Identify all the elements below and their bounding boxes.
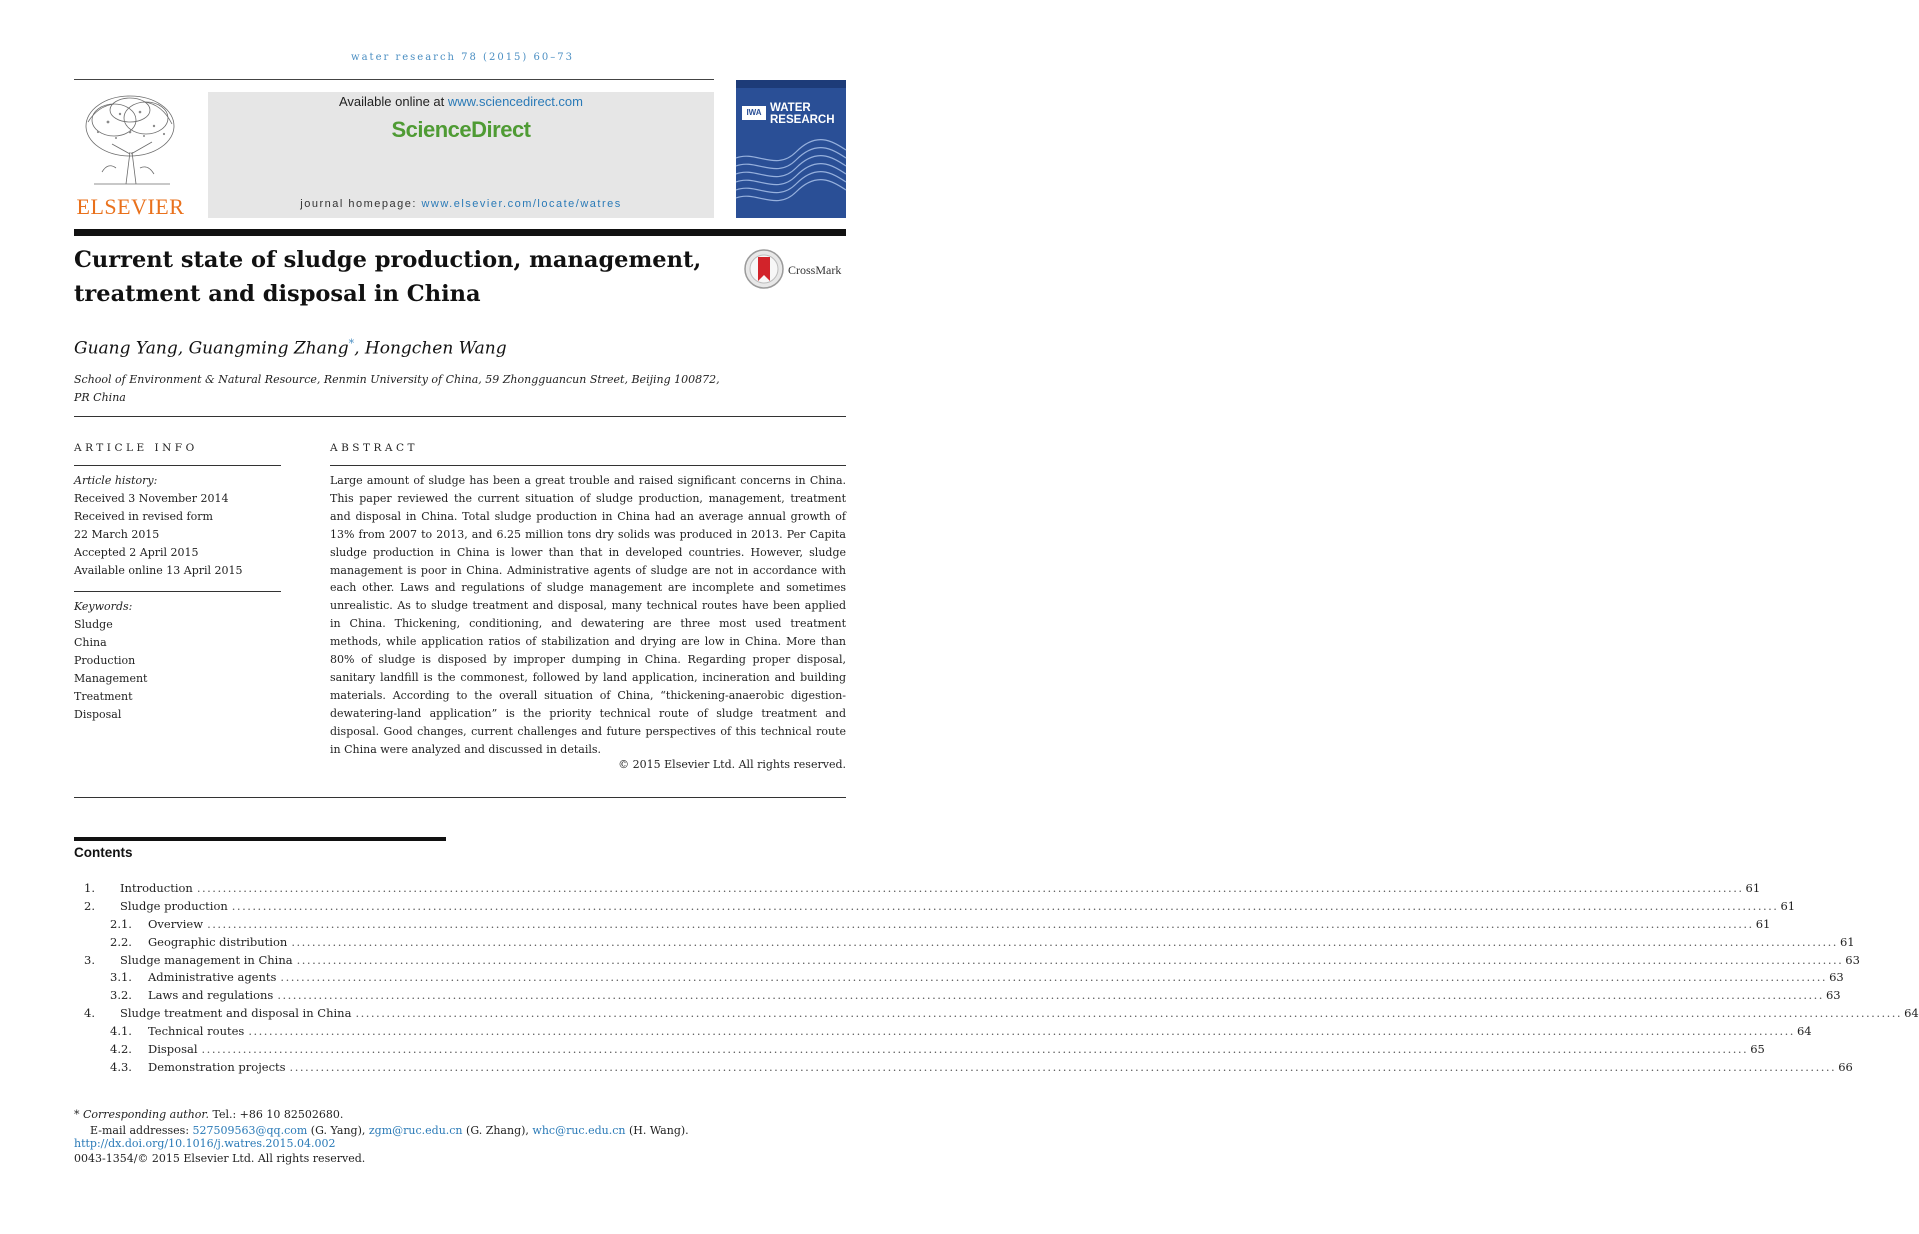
email-link-yang[interactable]: 527509563@qq.com bbox=[192, 1124, 308, 1137]
available-prefix: Available online at bbox=[338, 94, 448, 109]
affiliation: School of Environment & Natural Resource, Renmin University of China, 59 Zhongguancun Street, Beijing 100872, PR China bbox=[74, 373, 720, 404]
cover-title-line2: RESEARCH bbox=[770, 114, 835, 126]
history-received: Received 3 November 2014 bbox=[74, 492, 229, 505]
email-label: E-mail addresses: bbox=[90, 1124, 193, 1137]
history-online: Available online 13 April 2015 bbox=[74, 564, 243, 577]
toc-row[interactable] bbox=[74, 1023, 1812, 1041]
toc-leader: ............................................................................................................................................................................................................................................................................................................ bbox=[248, 1024, 1795, 1039]
history-accepted: Accepted 2 April 2015 bbox=[74, 546, 199, 559]
toc-page-number: 61 bbox=[1745, 881, 1761, 895]
toc-leader: ............................................................................................................................................................................................................................................................................................................ bbox=[355, 1006, 1903, 1021]
toc-number: 3.2. bbox=[110, 988, 132, 1003]
sciencedirect-logo[interactable]: ScienceDirect bbox=[391, 117, 531, 142]
email-who: (G. Yang), bbox=[307, 1124, 369, 1137]
toc-label: Geographic distribution bbox=[148, 934, 288, 949]
toc-label: Sludge management in China bbox=[120, 952, 293, 967]
contents-title: Contents bbox=[74, 845, 133, 860]
toc-number: 4.2. bbox=[110, 1042, 132, 1057]
toc-number: 3.1. bbox=[110, 970, 132, 985]
keyword-item: Production bbox=[74, 654, 136, 667]
abstract-copyright: © 2015 Elsevier Ltd. All rights reserved. bbox=[618, 758, 846, 771]
toc-page-number: 65 bbox=[1750, 1042, 1765, 1057]
toc-number: 2. bbox=[84, 898, 95, 913]
toc-label: Sludge treatment and disposal in China bbox=[120, 1006, 352, 1021]
article-info-rule bbox=[74, 465, 281, 466]
corresponding-label: Corresponding author. bbox=[83, 1108, 209, 1121]
abstract-heading: ABSTRACT bbox=[330, 442, 419, 454]
toc-leader: ............................................................................................................................................................................................................................................................................................................ bbox=[291, 934, 1838, 949]
issn-copyright: 0043-1354/© 2015 Elsevier Ltd. All rights reserved. bbox=[74, 1152, 366, 1165]
toc-page-number: 61 bbox=[1755, 916, 1771, 931]
toc-number: 2.2. bbox=[110, 934, 132, 949]
toc-page-number: 63 bbox=[1845, 952, 1860, 967]
toc-row[interactable] bbox=[74, 880, 1761, 898]
toc-leader: ............................................................................................................................................................................................................................................................................................................ bbox=[280, 970, 1828, 985]
elsevier-logo[interactable] bbox=[74, 92, 187, 220]
toc-leader: ............................................................................................................................................................................................................................................................................................................ bbox=[196, 881, 1744, 895]
toc-row[interactable] bbox=[74, 934, 1855, 952]
toc-label: Disposal bbox=[148, 1042, 198, 1057]
keywords bbox=[74, 598, 281, 724]
crossmark-icon bbox=[743, 248, 785, 290]
toc-leader: ............................................................................................................................................................................................................................................................................................................ bbox=[277, 988, 1824, 1003]
authors-last: , Hongchen Wang bbox=[354, 338, 507, 359]
toc-page-number: 61 bbox=[1839, 934, 1855, 949]
toc-label: Sludge production bbox=[120, 898, 228, 913]
toc-leader: ............................................................................................................................................................................................................................................................................................................ bbox=[289, 1059, 1837, 1074]
toc-label: Overview bbox=[148, 916, 204, 931]
corresponding-author-mark[interactable]: * bbox=[348, 337, 355, 350]
keyword-item: China bbox=[74, 636, 107, 649]
toc-page-number: 61 bbox=[1780, 898, 1796, 913]
toc-page-number: 66 bbox=[1838, 1059, 1853, 1074]
footnote-mark: * bbox=[74, 1108, 80, 1121]
toc-number: 1. bbox=[84, 881, 95, 895]
keyword-item: Sludge bbox=[74, 618, 113, 631]
sciencedirect-link[interactable]: www.sciencedirect.com bbox=[447, 94, 583, 109]
toc-leader: ............................................................................................................................................................................................................................................................................................................ bbox=[231, 898, 1779, 913]
toc-row[interactable] bbox=[74, 969, 1844, 987]
corresponding-tel: Tel.: +86 10 82502680. bbox=[208, 1108, 344, 1121]
email-addresses bbox=[90, 1124, 689, 1138]
homepage-prefix: journal homepage: bbox=[300, 198, 422, 210]
keyword-item: Disposal bbox=[74, 708, 122, 721]
history-label: Article history: bbox=[74, 474, 158, 487]
toc-number: 2.1. bbox=[110, 916, 132, 931]
toc-label: Demonstration projects bbox=[148, 1059, 286, 1074]
toc-leader: ............................................................................................................................................................................................................................................................................................................ bbox=[296, 952, 1844, 967]
keywords-rule bbox=[74, 591, 281, 592]
article-history bbox=[74, 472, 281, 580]
toc-page-number: 63 bbox=[1829, 970, 1844, 985]
article-info-heading: ARTICLE INFO bbox=[74, 442, 198, 454]
header-rule bbox=[74, 79, 714, 80]
authors-first: Guang Yang, Guangming Zhang bbox=[74, 338, 349, 359]
toc-number: 4. bbox=[84, 1006, 95, 1021]
contents-bar bbox=[74, 837, 446, 841]
author-list bbox=[74, 337, 507, 359]
keywords-label: Keywords: bbox=[74, 600, 133, 613]
toc-number: 3. bbox=[84, 952, 95, 967]
toc-row[interactable] bbox=[74, 898, 1796, 916]
article-title: Current state of sludge production, management, treatment and disposal in China bbox=[74, 247, 702, 307]
elsevier-wordmark: ELSEVIER bbox=[76, 194, 185, 219]
toc-row[interactable] bbox=[74, 916, 1771, 934]
corresponding-author-note bbox=[74, 1108, 343, 1122]
abstract-rule bbox=[330, 465, 846, 466]
email-link-wang[interactable]: whc@ruc.edu.cn bbox=[532, 1124, 626, 1137]
toc-label: Introduction bbox=[120, 881, 193, 895]
crossmark-label: CrossMark bbox=[788, 263, 842, 277]
doi-link[interactable]: http://dx.doi.org/10.1016/j.watres.2015.04.002 bbox=[74, 1137, 336, 1150]
toc-leader: ............................................................................................................................................................................................................................................................................................................ bbox=[207, 916, 1754, 931]
title-rule bbox=[74, 229, 846, 236]
cover-title-line1: WATER bbox=[770, 102, 811, 114]
section-divider bbox=[74, 416, 846, 417]
toc-leader: ............................................................................................................................................................................................................................................................................................................ bbox=[201, 1042, 1749, 1057]
toc-row[interactable] bbox=[74, 1041, 1765, 1059]
iwa-badge: IWA bbox=[742, 106, 766, 120]
crossmark-button[interactable] bbox=[743, 248, 853, 292]
toc-row[interactable] bbox=[74, 1005, 1919, 1023]
available-online bbox=[208, 94, 714, 109]
keyword-item: Management bbox=[74, 672, 148, 685]
toc-page-number: 64 bbox=[1904, 1006, 1919, 1021]
keyword-item: Treatment bbox=[74, 690, 133, 703]
email-who: (G. Zhang), bbox=[462, 1124, 533, 1137]
toc-page-number: 63 bbox=[1825, 988, 1841, 1003]
journal-homepage bbox=[208, 198, 714, 210]
cover-wave-icon bbox=[736, 80, 846, 218]
history-revised-date: 22 March 2015 bbox=[74, 528, 160, 541]
abstract-end-rule bbox=[74, 797, 846, 798]
journal-cover[interactable] bbox=[736, 80, 846, 218]
abstract-body: Large amount of sludge has been a great trouble and raised significant concerns in China. This paper reviewed the current situation of sludge production, management, treatment and disposal in China. Total sludge production in China had an average annual growth of 13% from 2007 to 2013, and 6.25 million tons dry solids was produced in 2013. Per Capita sludge production in China is lower than that in developed countries. However, sludge management is poor in China. Administrative agents of sludge are not in accordance with each other. Laws and regulations of sludge management are incomplete and sometimes unrealistic. As to sludge treatment and disposal, many technical routes have been applied in China. Thickening, conditioning, and dewatering are three most used treatment methods, while application ratios of stabilization and drying are low in China. More than 80% of sludge is disposed by improper dumping in China. Regarding proper disposal, sanitary landfill is the commonest, followed by land application, incineration and building materials. According to the overall situation of China, “thickening-anaerobic digestion-dewatering-land application” is the priority technical route of sludge treatment and disposal. Good changes, current challenges and future perspectives of this technical route in China were analyzed and discussed in details. bbox=[330, 474, 846, 756]
table-of-contents bbox=[74, 880, 1919, 1077]
toc-page-number: 64 bbox=[1796, 1024, 1812, 1039]
toc-label: Technical routes bbox=[148, 1024, 245, 1039]
toc-number: 4.1. bbox=[110, 1024, 132, 1039]
elsevier-tree-icon bbox=[74, 92, 187, 192]
doi bbox=[74, 1137, 336, 1151]
toc-label: Laws and regulations bbox=[148, 988, 274, 1003]
journal-reference: water research 78 (2015) 60–73 bbox=[351, 52, 574, 63]
history-revised: Received in revised form bbox=[74, 510, 213, 523]
journal-homepage-link[interactable]: www.elsevier.com/locate/watres bbox=[421, 198, 622, 210]
toc-row[interactable] bbox=[74, 952, 1860, 970]
email-who: (H. Wang). bbox=[625, 1124, 689, 1137]
toc-number: 4.3. bbox=[110, 1059, 132, 1074]
toc-label: Administrative agents bbox=[148, 970, 277, 985]
toc-row[interactable] bbox=[74, 987, 1841, 1005]
toc-row[interactable] bbox=[74, 1059, 1853, 1077]
email-link-zhang[interactable]: zgm@ruc.edu.cn bbox=[368, 1124, 463, 1137]
